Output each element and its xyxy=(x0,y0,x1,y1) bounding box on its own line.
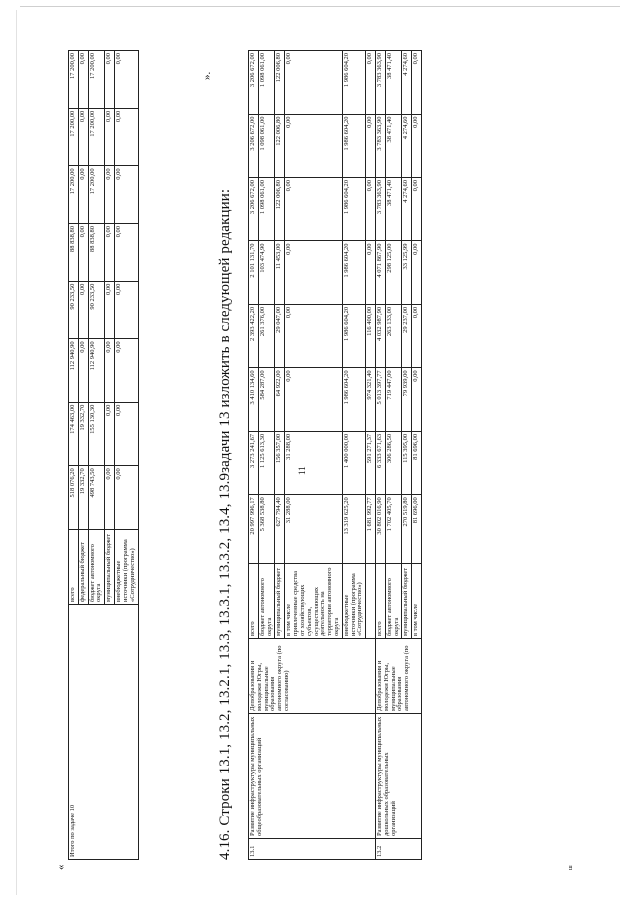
value-cell: 122 006,80 xyxy=(275,114,285,177)
value-cell: 112 940,90 xyxy=(69,339,79,402)
value-cell: 38 471,40 xyxy=(385,178,402,241)
value-cell: 584 287,00 xyxy=(258,368,275,431)
value-cell: 33 125,99 xyxy=(402,241,412,304)
row-number: 13.2 xyxy=(376,839,422,860)
value-cell: 88 838,80 xyxy=(88,224,105,282)
value-cell: 13 319 625,20 xyxy=(342,495,365,564)
value-cell: 81 696,00 xyxy=(412,495,422,564)
value-cell: 3 410 134,60 xyxy=(249,368,259,431)
value-cell: 261 376,00 xyxy=(258,304,275,367)
summary-table-task-10 xyxy=(68,50,139,860)
funding-source: муниципальный бюджет xyxy=(105,530,115,605)
value-cell: 29 047,00 xyxy=(275,304,285,367)
value-cell: 0,00 xyxy=(412,304,422,367)
value-cell: 4 071 867,90 xyxy=(376,241,386,304)
funding-source: всего xyxy=(376,564,386,639)
scan-edge-top xyxy=(20,6,620,7)
value-cell: 0,00 xyxy=(115,224,138,282)
value-cell: 30 802 016,90 xyxy=(376,495,386,564)
value-cell: 0,00 xyxy=(412,368,422,431)
value-cell: 1 986 604,20 xyxy=(342,114,365,177)
table-row xyxy=(69,51,79,860)
value-cell: 112 940,90 xyxy=(88,339,105,402)
value-cell: 3 206 672,00 xyxy=(249,178,259,241)
funding-source: внебюджетные источники (программа «Сотрудничество») xyxy=(342,564,365,639)
value-cell: 3 206 672,00 xyxy=(249,51,259,115)
value-cell: 4 274,60 xyxy=(402,178,412,241)
value-cell: 0,00 xyxy=(105,466,115,530)
executor: Депобразования и молодежи Югры, муниципальные образования автономного округа (по xyxy=(376,639,422,714)
value-cell: 174 463,00 xyxy=(69,402,79,466)
value-cell: 0,00 xyxy=(78,166,88,224)
executor: Депобразования и молодежи Югры, муниципальные образования автономного округа (по согласованию) xyxy=(249,639,376,714)
value-cell: 19 332,70 xyxy=(78,402,88,466)
value-cell: 306 286,50 xyxy=(385,431,402,494)
value-cell: 0,00 xyxy=(105,402,115,466)
funding-source: внебюджетные источники (программа «Сотрудничество») xyxy=(115,530,138,605)
summary-label: Итого по задаче 10 xyxy=(69,605,139,860)
value-cell: 115 395,00 xyxy=(402,431,412,494)
funding-source: федеральный бюджет xyxy=(78,530,88,605)
value-cell: 0,00 xyxy=(366,114,376,177)
value-cell: 0,00 xyxy=(115,339,138,402)
value-cell: 4 274,60 xyxy=(402,51,412,115)
value-cell: 3 783 363,90 xyxy=(376,178,386,241)
value-cell: 122 006,80 xyxy=(275,51,285,115)
value-cell: 0,00 xyxy=(412,178,422,241)
value-cell: 1 098 061,00 xyxy=(258,114,275,177)
value-cell: 298 125,00 xyxy=(385,241,402,304)
value-cell: 3 783 363,90 xyxy=(376,51,386,115)
value-cell: 31 288,00 xyxy=(285,495,343,564)
footer-mark: ш xyxy=(568,865,574,870)
value-cell: 1 986 604,20 xyxy=(342,178,365,241)
value-cell: 0,00 xyxy=(78,339,88,402)
value-cell: 5 013 397,77 xyxy=(376,368,386,431)
value-cell: 90 233,50 xyxy=(69,281,79,339)
value-cell: 719 447,00 xyxy=(385,368,402,431)
value-cell: 81 696,00 xyxy=(412,431,422,494)
value-cell: 0,00 xyxy=(366,241,376,304)
value-cell: 1 986 604,20 xyxy=(342,304,365,367)
value-cell: 19 332,70 xyxy=(78,466,88,530)
value-cell: 79 939,00 xyxy=(402,368,412,431)
value-cell: 4 274,60 xyxy=(402,114,412,177)
value-cell: 0,00 xyxy=(105,108,115,166)
value-cell: 155 130,30 xyxy=(88,402,105,466)
value-cell: 29 237,00 xyxy=(402,304,412,367)
value-cell: 11 453,00 xyxy=(275,241,285,304)
value-cell: 116 400,00 xyxy=(366,304,376,367)
value-cell: 31 288,00 xyxy=(285,431,343,494)
value-cell: 0,00 xyxy=(115,466,138,530)
funding-source: в том числе привлеченные средства от хозяйствующих субъектов, осуществляющих деятельность на территории автономного округа xyxy=(285,564,343,639)
value-cell: 974 321,40 xyxy=(366,368,376,431)
value-cell: 0,00 xyxy=(115,402,138,466)
value-cell: 1 125 613,30 xyxy=(258,431,275,494)
value-cell: 0,00 xyxy=(366,51,376,115)
value-cell: 0,00 xyxy=(105,51,115,109)
value-cell: 0,00 xyxy=(78,51,88,109)
section-heading: 4.16. Строки 13.1, 13.2, 13.2.1, 13.3, 13.3.1, 13.3.2, 13.4, 13.9задачи 13 изложить в следующей редакции: xyxy=(217,188,233,860)
value-cell: 0,00 xyxy=(412,51,422,115)
value-cell: 1 986 604,20 xyxy=(342,241,365,304)
value-cell: 0,00 xyxy=(285,178,343,241)
task-13-table xyxy=(248,50,422,860)
value-cell: 1 098 061,00 xyxy=(258,178,275,241)
value-cell: 0,00 xyxy=(412,114,422,177)
value-cell: 17 200,00 xyxy=(69,166,79,224)
value-cell: 122 006,80 xyxy=(275,178,285,241)
funding-source: бюджет автономного округа xyxy=(258,564,275,639)
value-cell: 64 922,00 xyxy=(275,368,285,431)
value-cell: 88 838,80 xyxy=(69,224,79,282)
value-cell: 0,00 xyxy=(285,51,343,115)
value-cell: 0,00 xyxy=(105,339,115,402)
value-cell: 17 200,00 xyxy=(88,108,105,166)
funding-source: всего xyxy=(69,530,79,605)
value-cell: 518 076,20 xyxy=(69,466,79,530)
value-cell: 0,00 xyxy=(105,224,115,282)
value-cell: 0,00 xyxy=(412,241,422,304)
value-cell: 1 702 405,70 xyxy=(385,495,402,564)
value-cell: 263 133,00 xyxy=(385,304,402,367)
value-cell: 0,00 xyxy=(105,281,115,339)
value-cell: 0,00 xyxy=(285,241,343,304)
measure-name: Развитие инфраструктуры муниципальных общеобразовательных организаций xyxy=(249,714,376,839)
funding-source xyxy=(366,564,376,639)
funding-source: муниципальный бюджет xyxy=(402,564,412,639)
value-cell: 0,00 xyxy=(115,281,138,339)
close-quote: ». xyxy=(201,71,213,80)
row-number: 13.1 xyxy=(249,839,376,860)
value-cell: 17 200,00 xyxy=(88,51,105,109)
value-cell: 0,00 xyxy=(78,108,88,166)
value-cell: 270 519,80 xyxy=(402,495,412,564)
funding-source: муниципальный бюджет xyxy=(275,564,285,639)
measure-name: Развитие инфраструктуры муниципальных дошкольных образовательных организаций xyxy=(376,714,422,839)
value-cell: 0,00 xyxy=(78,281,88,339)
table-row xyxy=(249,51,259,860)
value-cell: 17 200,00 xyxy=(88,166,105,224)
value-cell: 1 098 061,00 xyxy=(258,51,275,115)
value-cell: 0,00 xyxy=(115,108,138,166)
value-cell: 3 273 241,67 xyxy=(249,431,259,494)
value-cell: 591 271,37 xyxy=(366,431,376,494)
funding-source: бюджет автономного округа xyxy=(385,564,402,639)
value-cell: 0,00 xyxy=(105,166,115,224)
funding-source: в том числе xyxy=(412,564,422,639)
value-cell: 0,00 xyxy=(366,178,376,241)
value-cell: 20 997 996,17 xyxy=(249,495,259,564)
value-cell: 0,00 xyxy=(285,304,343,367)
value-cell: 103 474,90 xyxy=(258,241,275,304)
value-cell: 0,00 xyxy=(285,114,343,177)
value-cell: 0,00 xyxy=(115,51,138,109)
open-quote: « xyxy=(55,864,67,870)
value-cell: 38 471,40 xyxy=(385,51,402,115)
value-cell: 38 471,40 xyxy=(385,114,402,177)
value-cell: 2 101 131,70 xyxy=(249,241,259,304)
value-cell: 3 783 363,90 xyxy=(376,114,386,177)
value-cell: 4 032 987,90 xyxy=(376,304,386,367)
value-cell: 5 368 538,80 xyxy=(258,495,275,564)
value-cell: 156 357,00 xyxy=(275,431,285,494)
scan-edge-left xyxy=(16,10,17,895)
value-cell: 3 206 672,00 xyxy=(249,114,259,177)
value-cell: 1 986 604,20 xyxy=(342,51,365,115)
value-cell: 0,00 xyxy=(285,368,343,431)
page-number: 11 xyxy=(297,466,307,475)
value-cell: 0,00 xyxy=(115,166,138,224)
value-cell: 1 400 000,00 xyxy=(342,431,365,494)
value-cell: 17 200,00 xyxy=(69,51,79,109)
value-cell: 1 986 604,20 xyxy=(342,368,365,431)
funding-source: всего xyxy=(249,564,259,639)
value-cell: 90 233,50 xyxy=(88,281,105,339)
table-row xyxy=(376,51,386,860)
value-cell: 0,00 xyxy=(78,224,88,282)
value-cell: 17 200,00 xyxy=(69,108,79,166)
value-cell: 498 743,50 xyxy=(88,466,105,530)
value-cell: 1 681 992,77 xyxy=(366,495,376,564)
value-cell: 6 333 671,63 xyxy=(376,431,386,494)
value-cell: 627 794,40 xyxy=(275,495,285,564)
rotated-document-page xyxy=(55,40,580,870)
value-cell: 2 393 422,20 xyxy=(249,304,259,367)
funding-source: бюджет автономного округа xyxy=(88,530,105,605)
